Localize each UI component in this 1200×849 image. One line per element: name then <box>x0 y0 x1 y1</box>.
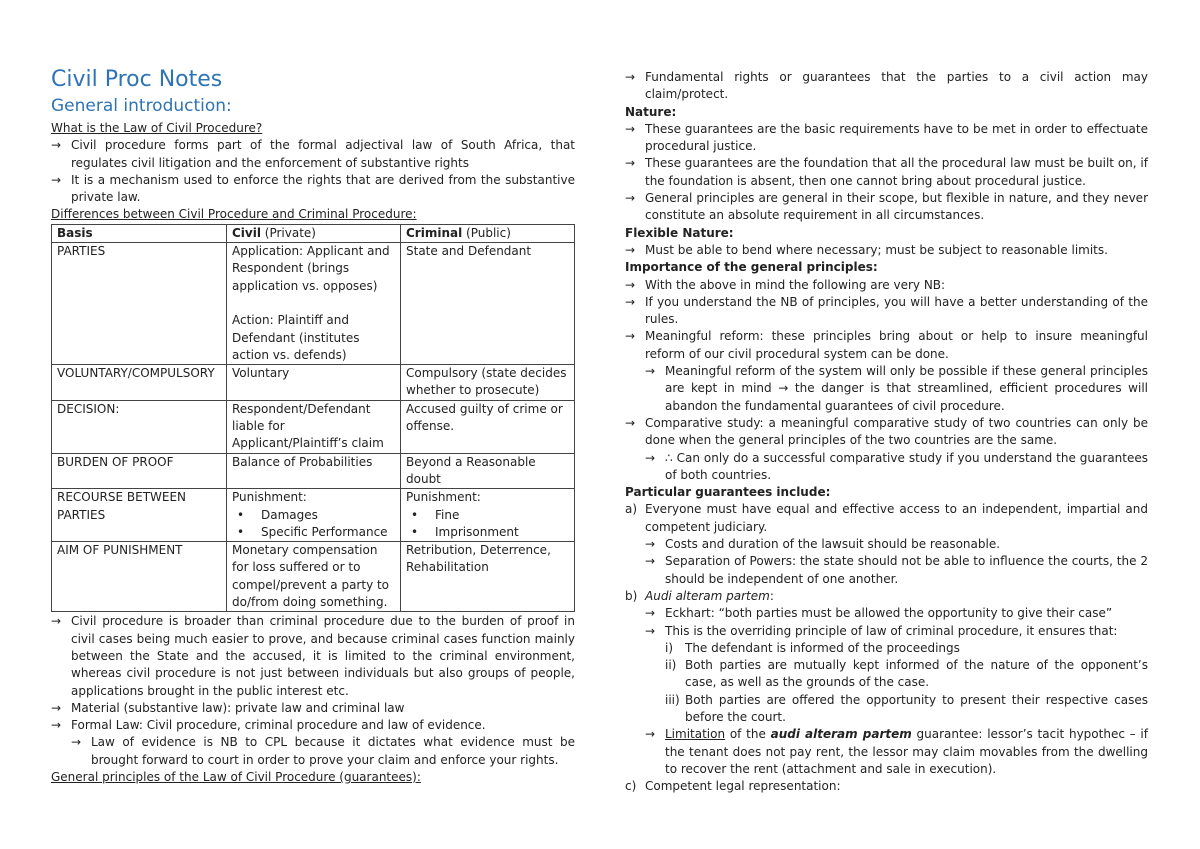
bullet-item: → Civil procedure is broader than criminal procedure due to the burden of proof in civil cases being much easier to prove, and because criminal cases function mainly between the State and the accused, it is limited to the criminal environment, whereas civil procedure is not just between individuals but also groups of people, applications brought in the public interest etc. <box>51 613 575 699</box>
arrow-icon: → <box>51 138 62 153</box>
bullet-item: → Separation of Powers: the state should not be able to influence the courts, the 2 should be independent of one another. <box>645 553 1148 588</box>
arrow-icon: → <box>645 364 656 379</box>
subheading: Particular guarantees include: <box>625 485 831 500</box>
list-item: ii) Both parties are mutually kept informed of the nature of the opponent’s case, as well as the grounds of the case. <box>665 658 1148 690</box>
bullet-item: → With the above in mind the following are very NB: <box>625 277 1148 294</box>
list-item: iii) Both parties are offered the opportunity to present their respective cases before the court. <box>665 692 1148 724</box>
table-row: AIM OF PUNISHMENT Monetary compensation for loss suffered or to compel/prevent a party to do/from doing something. Retribution, Deterrence, Rehabilitation <box>52 542 575 612</box>
arrow-icon: → <box>645 537 656 552</box>
subheading: Flexible Nature: <box>625 225 734 240</box>
arrow-icon: → <box>51 172 62 187</box>
table-row: RECOURSE BETWEEN PARTIES Punishment: • Damages • Specific Performance Punishment: • Fine • Imprisonment <box>52 489 575 542</box>
table-row: DECISION: Respondent/Defendant liable for Applicant/Plaintiff’s claim Accused guilty of crime or offense. <box>52 400 575 453</box>
list-item: c) Competent legal representation: <box>625 779 841 794</box>
bullet-item: → Law of evidence is NB to CPL because it dictates what evidence must be brought forward to court in order to prove your claim and enforce your rights. <box>71 734 575 769</box>
right-column <box>625 69 1148 795</box>
arrow-icon: → <box>625 70 636 84</box>
table-row: VOLUNTARY/COMPULSORY Voluntary Compulsory (state decides whether to prosecute) <box>52 365 575 401</box>
arrow-icon: → <box>625 415 636 430</box>
arrow-icon: → <box>51 700 62 715</box>
bullet-item: → Limitation of the audi alteram partem guarantee: lessor’s tacit hypothec – if the tenant does not pay rent, the lessor may claim movables from the dwelling to recover the rent (attachment and sale in execution). <box>645 726 1148 778</box>
list-item: a) Everyone must have equal and effective access to an independent, impartial and competent judiciary. <box>625 502 1148 534</box>
left-column <box>51 66 575 786</box>
bullet-item: → Civil procedure forms part of the formal adjectival law of South Africa, that regulates civil litigation and the enforcement of substantive rights <box>51 137 575 172</box>
arrow-icon: → <box>645 606 656 621</box>
bullet-item: → Meaningful reform of the system will only be possible if these general principles are kept in mind → the danger is that streamlined, efficient procedures will abandon the fundamental guarantees of civil procedure. <box>645 363 1148 415</box>
header-criminal: Criminal (Public) <box>401 224 575 242</box>
arrow-icon: → <box>625 156 636 171</box>
bullet-item: → Material (substantive law): private law and criminal law <box>51 700 575 717</box>
arrow-icon: → <box>645 727 656 742</box>
arrow-icon: → <box>625 277 636 292</box>
bullet-item: → Must be able to bend where necessary; must be subject to reasonable limits. <box>625 242 1148 259</box>
header-civil: Civil (Private) <box>227 224 401 242</box>
bullet-dot-icon: • <box>237 507 245 522</box>
bullet-item: → General principles are general in their scope, but flexible in nature, and they never constitute an absolute requirement in all circumstances. <box>625 190 1148 225</box>
arrow-icon: → <box>625 191 636 206</box>
bullet-item: → This is the overriding principle of law of criminal procedure, it ensures that: <box>645 623 1148 640</box>
bullet-item: → Comparative study: a meaningful comparative study of two countries can only be done when the general principles of the two countries are the same. <box>625 415 1148 450</box>
bullet-item: → Fundamental rights or guarantees that the parties to a civil action may claim/protect. <box>625 69 1148 104</box>
subheading: Nature: <box>625 104 677 119</box>
arrow-icon: → <box>625 121 636 136</box>
bullet-item: → It is a mechanism used to enforce the rights that are derived from the substantive private law. <box>51 172 575 207</box>
bullet-dot-icon: • <box>411 507 419 522</box>
arrow-icon: → <box>645 623 656 638</box>
bullet-item: → Costs and duration of the lawsuit should be reasonable. <box>645 536 1148 553</box>
table-row: BURDEN OF PROOF Balance of Probabilities Beyond a Reasonable doubt <box>52 453 575 489</box>
table-header-row <box>52 224 575 242</box>
arrow-icon: → <box>625 329 636 344</box>
table-row: PARTIES Application: Applicant and Respondent (brings application vs. opposes) Action: Plaintiff and Defendant (institutes action vs. defends) State and Defendant <box>52 243 575 365</box>
section-subheading: General principles of the Law of Civil Procedure (guarantees): <box>51 769 421 784</box>
arrow-icon: → <box>51 718 62 733</box>
subheading: Importance of the general principles: <box>625 260 878 275</box>
arrow-icon: → <box>645 450 656 465</box>
header-basis: Basis <box>52 224 227 242</box>
arrow-icon: → <box>625 294 636 309</box>
bullet-item: → These guarantees are the basic requirements have to be met in order to effectuate procedural justice. <box>625 121 1148 156</box>
bullet-item: → Meaningful reform: these principles bring about or help to insure meaningful reform of our civil procedural system can be done. <box>625 328 1148 363</box>
section-heading: General introduction: <box>51 96 232 116</box>
bullet-item: → Formal Law: Civil procedure, criminal procedure and law of evidence. <box>51 717 575 734</box>
list-item: i) The defendant is informed of the proceedings <box>665 640 960 655</box>
arrow-icon: → <box>71 735 82 750</box>
comparison-table <box>51 224 575 613</box>
question-heading: What is the Law of Civil Procedure? <box>51 121 263 135</box>
arrow-icon: → <box>625 242 636 257</box>
bullet-item: → Eckhart: “both parties must be allowed the opportunity to give their case” <box>645 605 1148 622</box>
bullet-item: → These guarantees are the foundation that all the procedural law must be built on, if the foundation is absent, then one cannot bring about procedural justice. <box>625 155 1148 190</box>
arrow-icon: → <box>51 614 62 629</box>
bullet-item: → ∴ Can only do a successful comparative study if you understand the guarantees of both countries. <box>645 450 1148 485</box>
list-item: b) Audi alteram partem: <box>625 588 774 603</box>
bullet-dot-icon: • <box>237 524 245 539</box>
page-title: Civil Proc Notes <box>51 67 223 92</box>
bullet-item: → If you understand the NB of principles, you will have a better understanding of the rules. <box>625 294 1148 329</box>
table-caption: Differences between Civil Procedure and Criminal Procedure: <box>51 207 417 222</box>
bullet-dot-icon: • <box>411 524 419 539</box>
arrow-icon: → <box>645 554 656 569</box>
